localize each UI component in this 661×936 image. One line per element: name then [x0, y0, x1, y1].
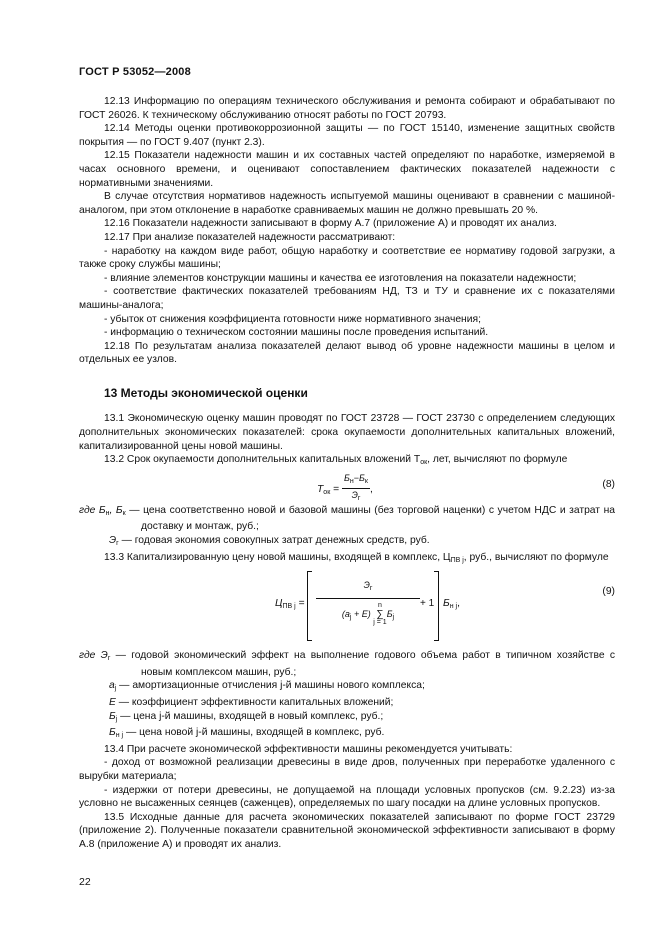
num-b1: Б: [344, 472, 350, 483]
def-sym: E: [109, 697, 116, 708]
f9-numerator: [316, 579, 420, 599]
f9-sum-top: n: [378, 601, 382, 609]
num-sub-k: к: [364, 477, 368, 485]
f9-rhs-sub: н j: [449, 603, 458, 611]
num-sub-n: н: [349, 477, 354, 485]
formula-9-bracket: [307, 571, 439, 641]
num-minus: −: [353, 472, 360, 483]
def-sym: Б: [109, 727, 116, 739]
definition-row: [79, 726, 615, 743]
paragraph: 12.13 Информацию по операциям технического обслуживания и ремонта собирают и обрабатывают по ГОСТ 26026. К техническому обслуживанию относят работы по ГОСТ 20793.: [79, 96, 615, 121]
bracket-corner: [434, 571, 438, 572]
def-sym: Э: [109, 535, 117, 547]
bracket-corner: [308, 640, 312, 641]
def-text: — амортизационные отчисления j-й машины нового комплекса;: [116, 680, 425, 692]
list-item: - наработку на каждом виде работ, общую наработку и соответствие ее нормативу годовой загрузки, а также сроку службы машины;: [79, 245, 615, 271]
paragraph: 13.5 Исходные данные для расчета экономических показателей записывают по форме ГОСТ 23729 (приложение 2). Полученные показатели сравнительной экономической эффективности записывают в форму А.8 (приложение А) и проводят их анализ.: [79, 811, 615, 850]
def-sub: j: [114, 685, 117, 693]
def-sym: где Э: [79, 650, 108, 662]
def-sub: г: [116, 540, 119, 548]
f9-eq: =: [298, 598, 305, 610]
paragraph: В случае отсутствия нормативов надежность испытуемой машины оценивают в сравнении с машиной-аналогом, при этом отклонение в наработке сравниваемых машин не должно превышать 20 %.: [79, 191, 615, 216]
formula-8-eq: =: [333, 483, 340, 495]
definition-row: [79, 679, 615, 696]
paragraph: 13.1 Экономическую оценку машин проводят по ГОСТ 23728 — ГОСТ 23730 с определением следующих дополнительных экономических показателей: срока окупаемости дополнительных капитальных вложений, капитализированной цены новой машины.: [79, 413, 615, 452]
formula-8-expression: [317, 472, 373, 506]
den-sub: г: [357, 495, 361, 503]
formula-8-fraction: [342, 472, 370, 506]
definition-row: [79, 534, 615, 551]
formula-8-denominator: [342, 489, 370, 506]
f9-den-a: (a: [341, 608, 350, 619]
f9-num-sub: г: [369, 585, 373, 593]
definition-row: [79, 710, 615, 727]
p13-3-tail: , руб., вычисляют по формуле: [463, 551, 609, 563]
def-sym: Б: [109, 710, 116, 722]
formula-9-lhs: [275, 597, 305, 614]
def-text: — годовая экономия совокупных затрат денежных средств, руб.: [118, 535, 430, 547]
f9-den-b-sub: j: [392, 613, 395, 621]
f9-sum: [373, 602, 386, 627]
formula-8-number: (8): [602, 478, 615, 490]
def-sub: н: [105, 509, 110, 517]
page-header: ГОСТ Р 53052—2008: [79, 66, 191, 78]
def-sym2: , Б: [109, 504, 123, 516]
f9-den-b: Б: [386, 608, 393, 619]
paragraph: 12.16 Показатели надежности записывают в форму А.7 (приложение А) и проводят их анализ.: [104, 218, 557, 230]
list-item: - соответствие фактических показателей требованиям НД, ТЗ и ТУ и сравнение их с показателями машины-аналога;: [79, 286, 615, 311]
f9-rhs-letter: Б: [443, 598, 450, 610]
def-text: — коэффициент эффективности капитальных вложений;: [115, 697, 394, 708]
def-text: — цена новой j-й машины, входящей в комплекс, руб.: [123, 727, 385, 739]
list-item: - издержки от потери древесины, не допущаемой на площади условных пропусков (см. 9.2.23) из-за условно не высаженных сеянцев (саженцев), определяемых по шагу посадки на длине условных пропусков.: [79, 784, 615, 810]
p13-3-sub: ПВ j: [450, 556, 464, 564]
f9-den-plus: + E): [353, 608, 371, 619]
f9-denominator: [316, 599, 420, 627]
def-text: — цена соответственно новой и базовой машины (без торговой наценки) с учетом НДС и затрат на доставку и монтаж, руб.;: [125, 504, 615, 533]
def-sub2: к: [122, 509, 126, 517]
formula-9-rhs: [443, 597, 460, 614]
f9-end: ,: [457, 598, 460, 610]
definition-row: [79, 504, 615, 534]
paragraph: 12.17 При анализе показателей надежности рассматривают:: [104, 231, 396, 243]
formula-8-numerator: [342, 472, 370, 490]
f9-num-letter: Э: [363, 580, 370, 591]
formula-9: [79, 567, 615, 649]
num-b2: Б: [359, 472, 365, 483]
paragraph: 12.15 Показатели надежности машин и их составных частей определяют по наработке, измеряемой в часах основного времени, и оценивают сопоставлением фактических показателей надежности с нормативными значениями.: [79, 150, 615, 189]
formula-9-fraction: [316, 579, 420, 627]
def-text: — годовой экономический эффект на выполнение годового объема работ в типичном хозяйстве с новым комплексом машин, руб.;: [110, 650, 616, 678]
list-item: - влияние элементов конструкции машины и качества ее изготовления на показатели надежности;: [104, 272, 577, 284]
body-text: [79, 95, 615, 852]
f9-plus-one: + 1: [420, 598, 435, 610]
def-sym: a: [109, 680, 115, 692]
den-e: Э: [351, 490, 358, 501]
f9-lhs-sub: ПВ j: [282, 603, 296, 611]
formula-8: [79, 470, 615, 504]
f9-sum-symbol: ∑: [376, 608, 384, 620]
p13-2-tail: , лет, вычисляют по формуле: [427, 454, 568, 466]
paragraph: 13.4 При расчете экономической эффективности машины рекомендуется учитывать:: [104, 743, 513, 755]
def-sub: j: [115, 715, 118, 723]
paragraph: [79, 453, 615, 470]
paragraph: 12.14 Методы оценки противокоррозионной защиты — по ГОСТ 15140, изменение защитных свойств покрытия — по ГОСТ 9.407 (пункт 2.3).: [79, 123, 615, 148]
list-item: - убыток от снижения коэффициента готовности ниже нормативного значения;: [104, 313, 481, 325]
def-sub: г: [107, 655, 111, 663]
definition-row: [79, 696, 615, 710]
def-text: — цена j-й машины, входящей в новый комплекс, руб.;: [117, 710, 384, 722]
formula-8-lhs-sub: ок: [323, 488, 331, 496]
p13-2-sub: ок: [420, 459, 428, 467]
page-number: 22: [79, 876, 91, 888]
f9-den-a-sub: j: [349, 613, 352, 621]
f9-sum-bottom: j = 1: [373, 618, 387, 626]
def-sym: где Б: [79, 504, 106, 516]
paragraph: 12.18 По результатам анализа показателей делают вывод об уровне надежности машины в целом и отдельных ее узлов.: [79, 340, 615, 366]
bracket-corner: [308, 571, 312, 572]
list-item: - доход от возможной реализации древесины в виде дров, полученных при переработке удаленного с вырубки материала;: [79, 757, 615, 782]
p13-3-text: 13.3 Капитализированную цену новой машины, входящей в комплекс, Ц: [104, 551, 451, 563]
formula-8-lhs: T: [317, 483, 324, 495]
formula-9-number: (9): [602, 586, 615, 598]
paragraph: [79, 551, 615, 568]
f9-lhs-letter: Ц: [275, 598, 283, 610]
definition-row: [79, 649, 615, 679]
p13-2-text: 13.2 Срок окупаемости дополнительных капитальных вложений T: [104, 454, 421, 466]
section-title: 13 Методы экономической оценки: [104, 385, 308, 400]
bracket-corner: [434, 640, 438, 641]
list-item: - информацию о техническом состоянии машины после проведения испытаний.: [104, 327, 489, 339]
def-sub: н j: [115, 732, 124, 740]
formula-8-end: ,: [369, 483, 373, 495]
